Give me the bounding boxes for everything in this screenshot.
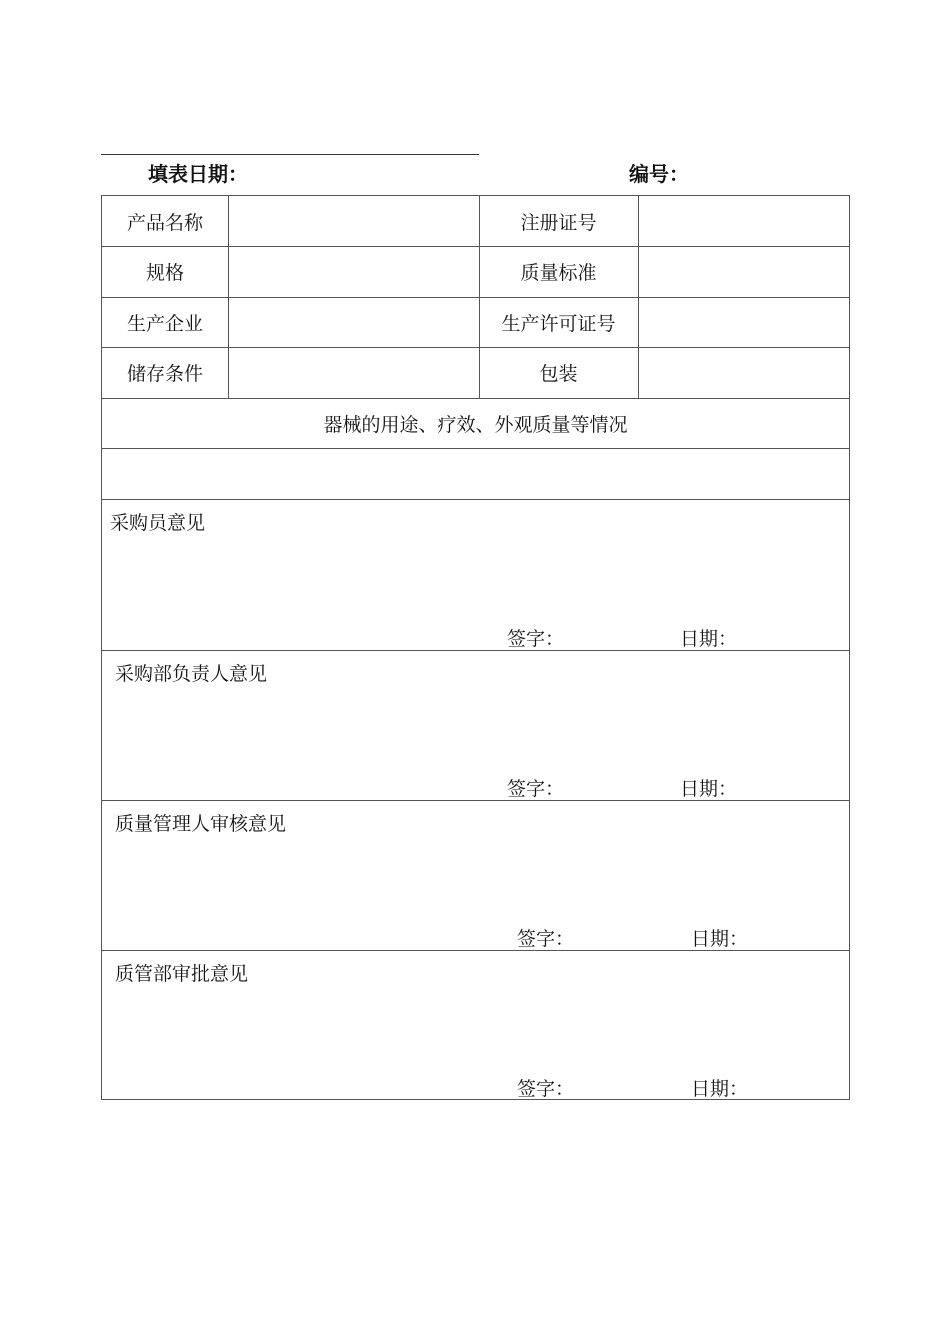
device-description-field[interactable] (102, 448, 849, 499)
buyer-date-label: 日期： (680, 628, 738, 650)
purchase-approval-form (101, 195, 850, 1100)
fill-date-label: 填表日期： (148, 162, 248, 186)
purchasing-head-date-label: 日期： (680, 778, 738, 800)
registration-number-label: 注册证号 (520, 211, 597, 234)
manufacturer-field[interactable] (228, 297, 479, 347)
quality-dept-approval-title: 质管部审批意见 (115, 963, 249, 985)
specification-field[interactable] (228, 246, 479, 297)
header-rule (101, 154, 479, 155)
buyer-signature-label: 签字： (507, 628, 565, 650)
storage-conditions-field[interactable] (228, 347, 479, 398)
number-label: 编号： (629, 162, 689, 186)
storage-conditions-label: 储存条件 (126, 363, 203, 385)
purchasing-head-opinion-title: 采购部负责人意见 (115, 663, 268, 685)
product-name-field[interactable] (228, 196, 479, 246)
quality-manager-date-label: 日期： (691, 928, 749, 950)
production-license-label: 生产许可证号 (501, 312, 616, 335)
registration-number-field[interactable] (638, 196, 849, 246)
packaging-label: 包装 (539, 363, 578, 385)
row-divider (102, 499, 849, 500)
quality-dept-signature-label: 签字： (517, 1078, 575, 1100)
specification-label: 规格 (145, 262, 184, 284)
purchasing-head-signature-label: 签字： (507, 778, 565, 800)
manufacturer-label: 生产企业 (126, 312, 203, 335)
product-name-label: 产品名称 (126, 211, 203, 234)
quality-manager-signature-label: 签字： (517, 928, 575, 950)
quality-manager-review-title: 质量管理人审核意见 (115, 813, 287, 835)
production-license-field[interactable] (638, 297, 849, 347)
quality-standard-label: 质量标准 (520, 262, 597, 284)
buyer-opinion-title: 采购员意见 (110, 512, 206, 534)
device-description-heading: 器械的用途、疗效、外观质量等情况 (323, 413, 628, 436)
quality-standard-field[interactable] (638, 246, 849, 297)
packaging-field[interactable] (638, 347, 849, 398)
quality-dept-date-label: 日期： (691, 1078, 749, 1100)
